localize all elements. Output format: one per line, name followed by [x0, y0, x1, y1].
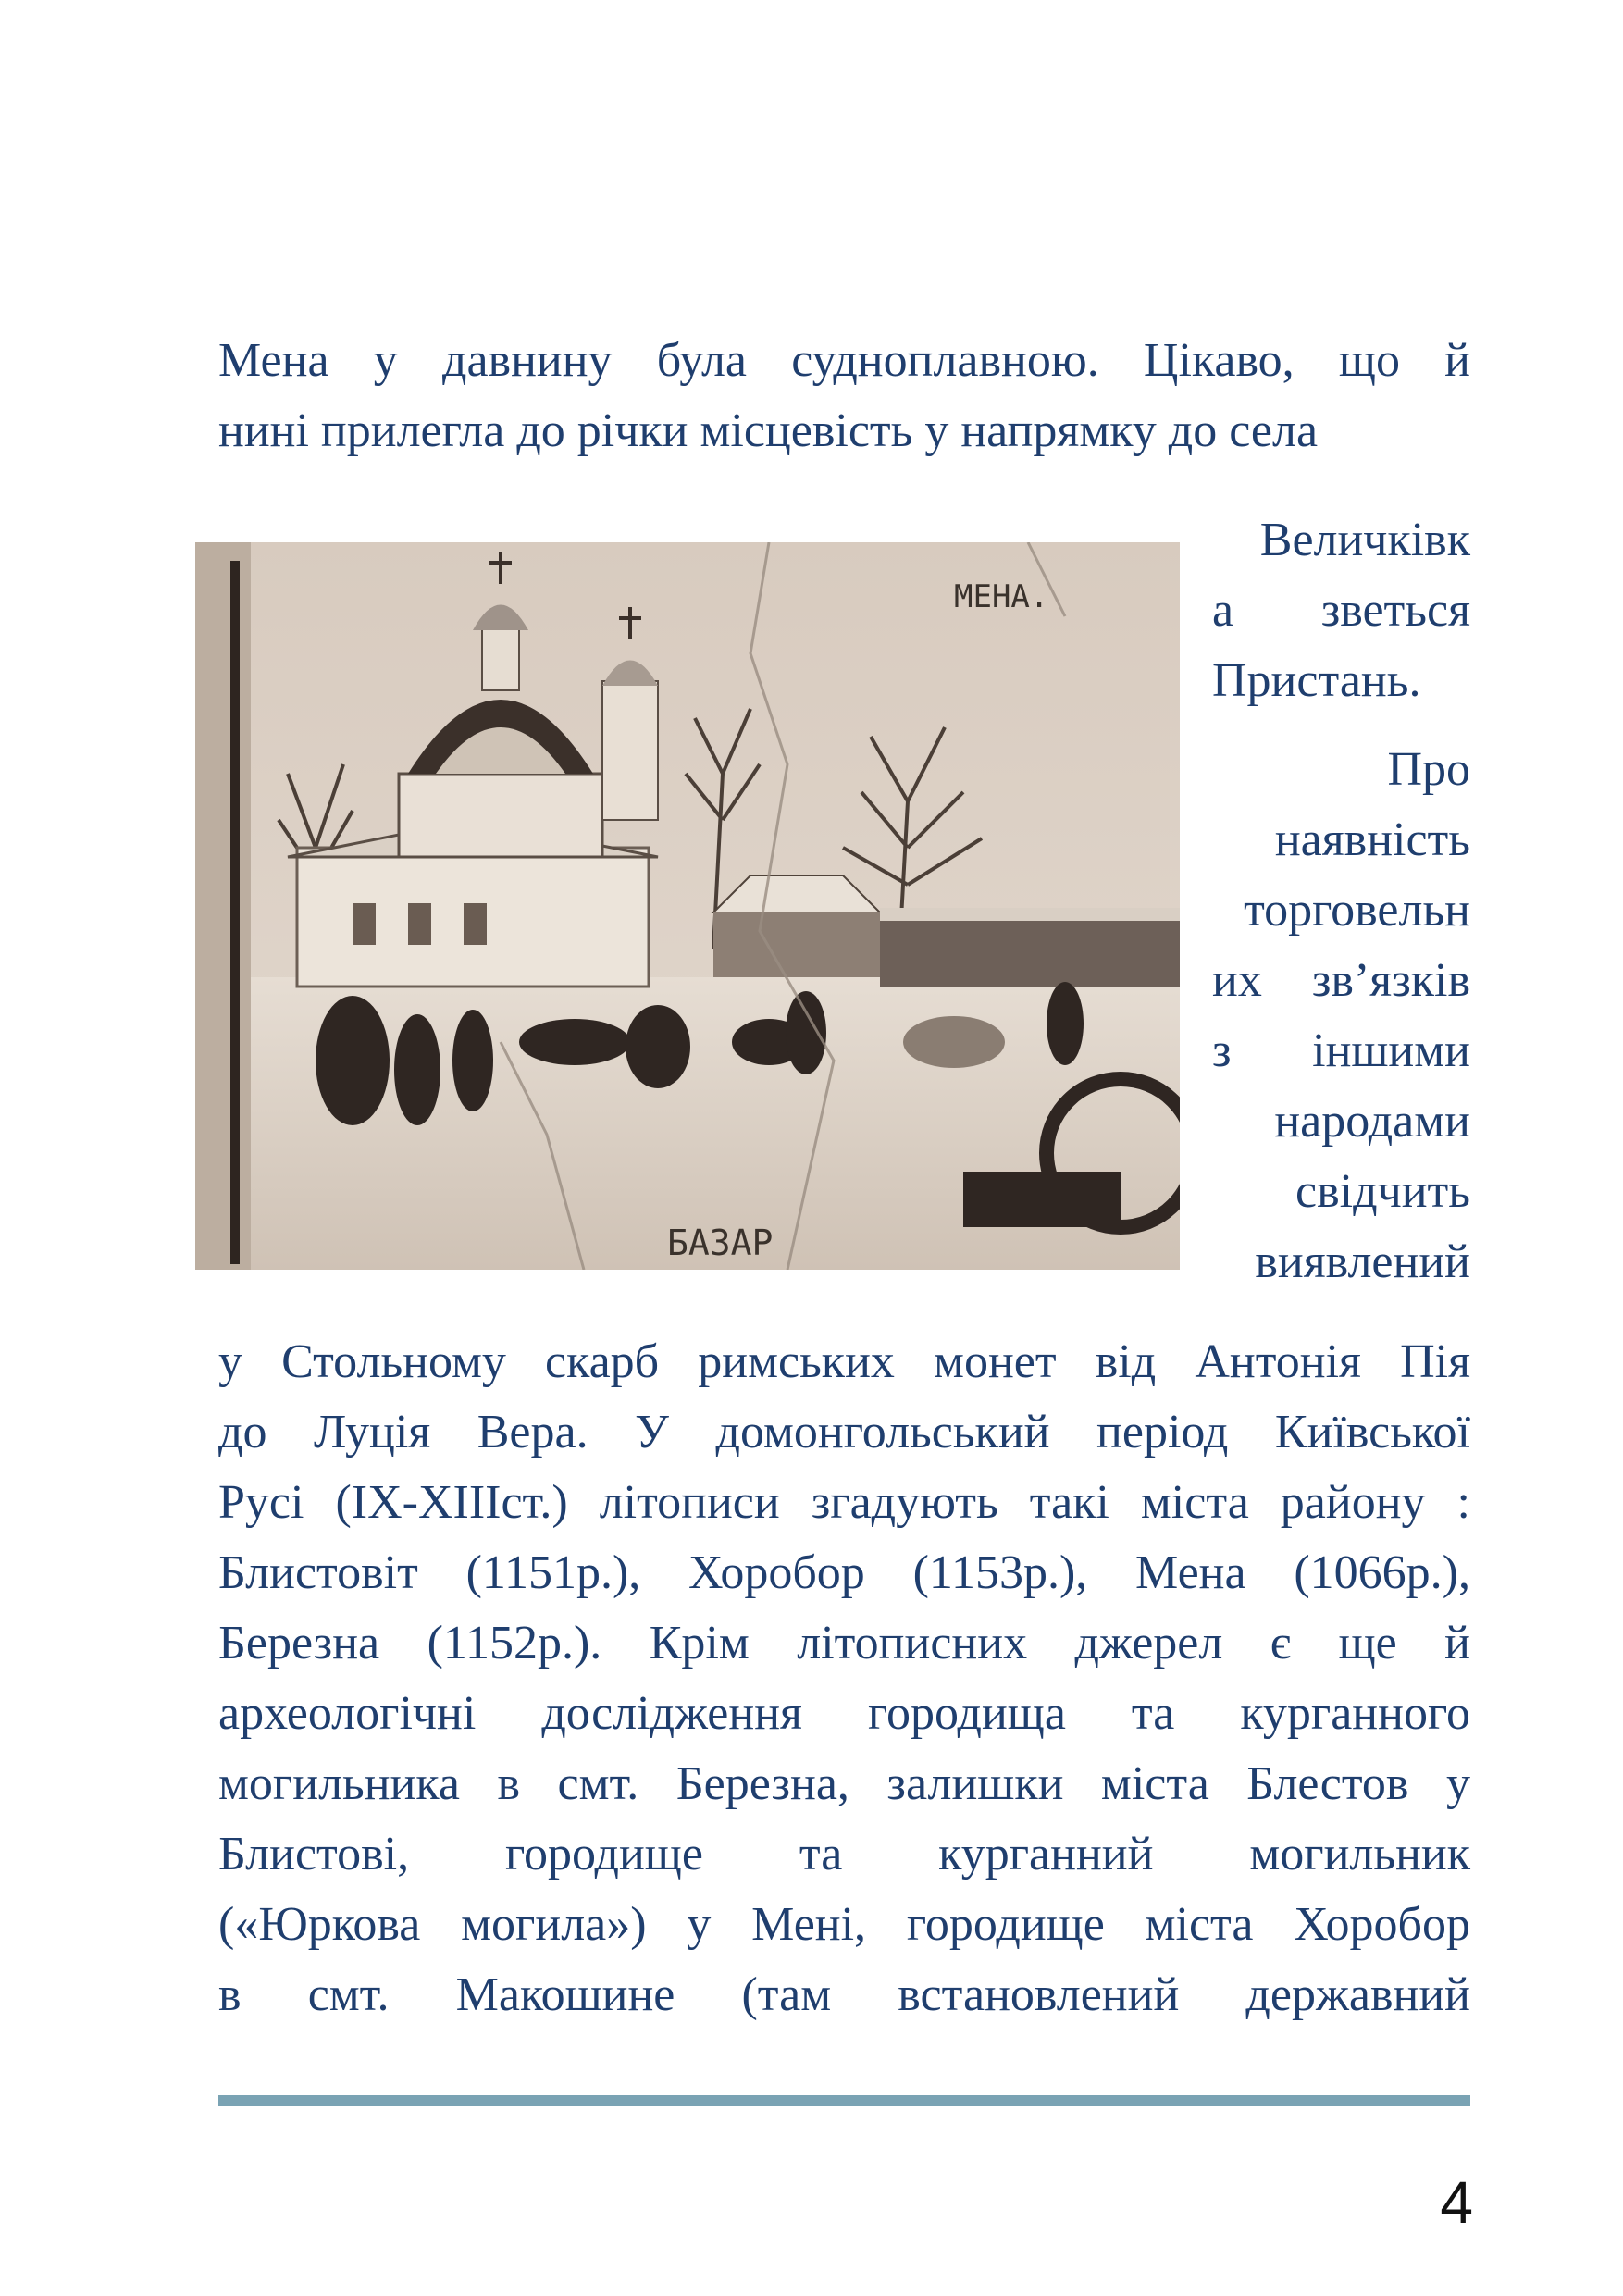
text-line: Мена у давнину була судноплавною. Цікаво, що й — [218, 334, 1470, 387]
text-line: свідчить — [1295, 1165, 1470, 1218]
text-line: у Стольному скарб римських монет від Антонія Пія — [218, 1335, 1470, 1388]
photo-caption-top: МЕНА. — [954, 578, 1049, 615]
text-line: («Юркова могила») у Мені, городище міста Хоробор — [218, 1898, 1470, 1951]
text-line: наявність — [1274, 813, 1470, 866]
text-line: народами — [1274, 1095, 1470, 1148]
text-line: в смт. Макошине (там встановлений державний — [218, 1968, 1470, 2021]
text-line: Про — [1387, 743, 1470, 796]
text-line: а зветься — [1212, 584, 1470, 637]
text-line: торговельн — [1244, 884, 1470, 937]
paragraph-top — [218, 326, 1470, 466]
historic-photo — [195, 542, 1180, 1270]
paragraph-side — [1212, 505, 1470, 1297]
text-line: нині прилегла до річки місцевість у напрямку до села — [218, 404, 1319, 457]
text-line: Блистовіт (1151р.), Хоробор (1153р.), Мена (1066р.), — [218, 1546, 1470, 1599]
text-line: Величківк — [1259, 514, 1470, 566]
text-line: их зв’язків — [1212, 954, 1470, 1007]
text-line: до Луція Вера. У домонгольський період Київської — [218, 1406, 1470, 1458]
page-number: 4 — [1440, 2169, 1473, 2236]
text-line: могильника в смт. Березна, залишки міста Блестов у — [218, 1757, 1470, 1810]
footer-rule — [218, 2095, 1470, 2106]
text-line: Блистові, городище та курганний могильник — [218, 1828, 1470, 1880]
text-line: Русі (IX-XIIIст.) літописи згадують такі міста району : — [218, 1476, 1470, 1529]
paragraph-bottom — [218, 1327, 1470, 2030]
photo-caption-bottom: БАЗАР — [667, 1222, 774, 1263]
text-line: Березна (1152р.). Крім літописних джерел є ще й — [218, 1617, 1470, 1669]
text-line: виявлений — [1255, 1235, 1470, 1288]
text-line: Пристань. — [1212, 654, 1421, 707]
text-line: з іншими — [1212, 1024, 1470, 1077]
text-line: археологічні дослідження городища та курганного — [218, 1687, 1470, 1740]
